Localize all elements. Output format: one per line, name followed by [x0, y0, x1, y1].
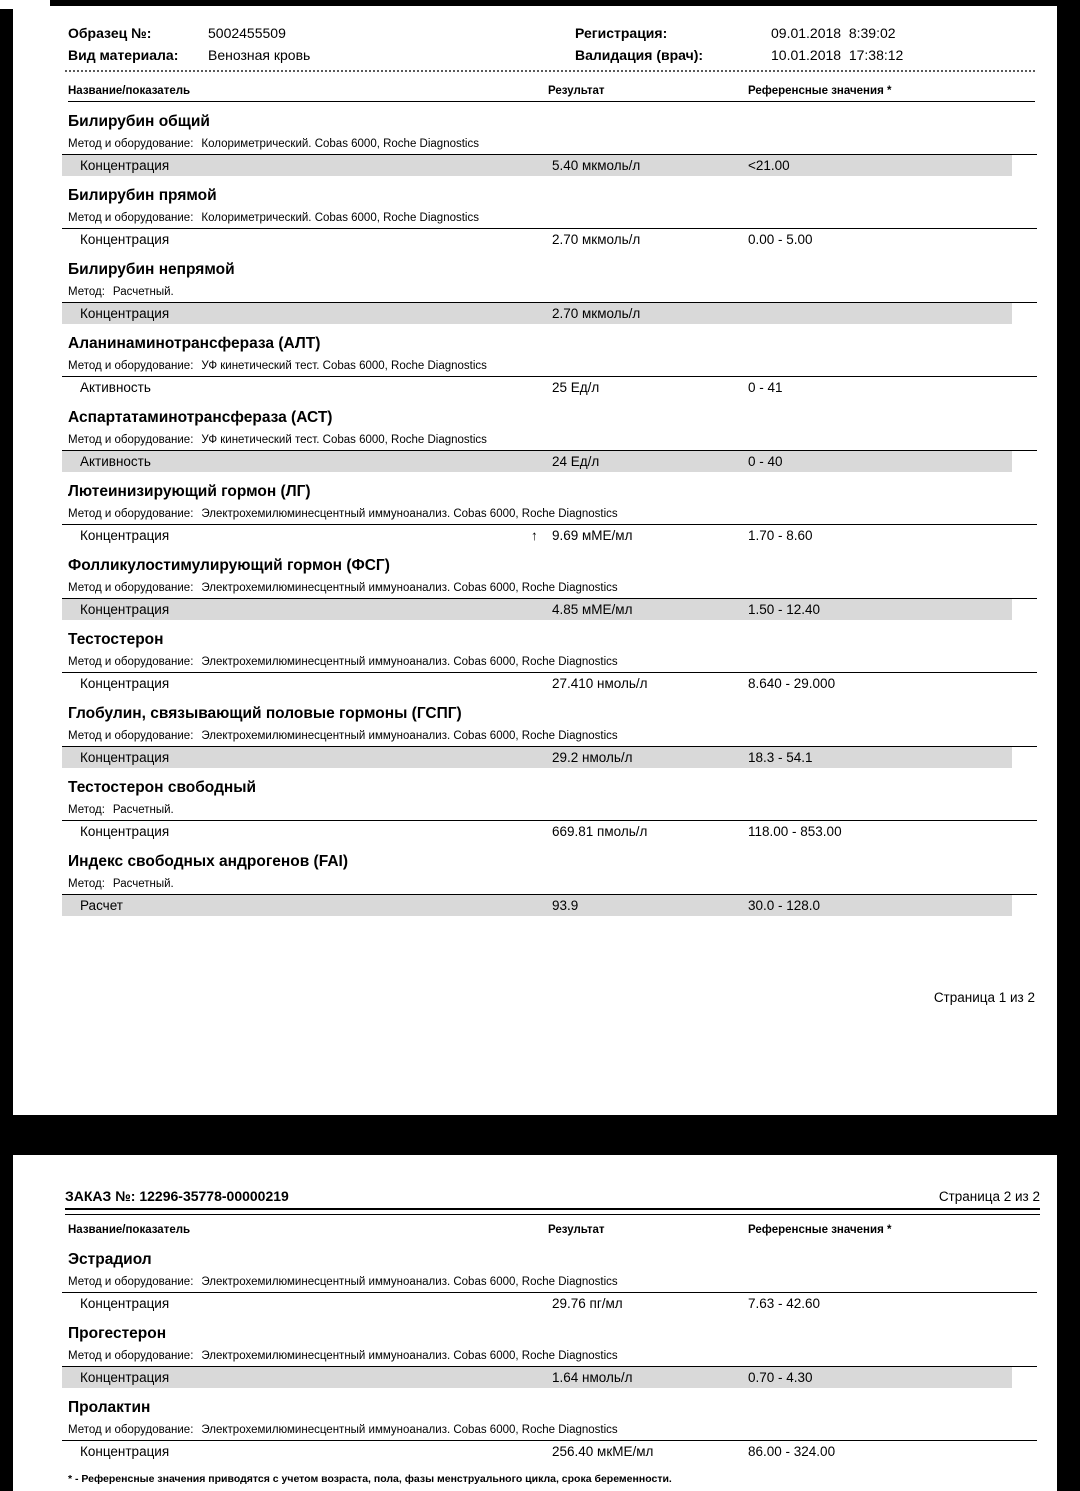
reference-value: 0.70 - 4.30	[748, 1370, 813, 1385]
test-method	[68, 359, 1057, 373]
result-value: 29.2 нмоль/л	[552, 750, 633, 765]
reference-value: 1.70 - 8.60	[748, 528, 813, 543]
sample-number-value: 5002455509	[208, 25, 286, 41]
test-title: Тестостерон	[68, 631, 164, 648]
method-label: Метод:	[68, 804, 105, 816]
result-row-label: Концентрация	[80, 1296, 170, 1311]
result-value: 29.76 пг/мл	[552, 1296, 623, 1311]
header-row	[68, 44, 1035, 66]
result-value: 256.40 мкМЕ/мл	[552, 1444, 654, 1459]
test-method	[68, 803, 1057, 817]
test-title: Билирубин непрямой	[68, 261, 235, 278]
method-value: Расчетный.	[112, 286, 174, 298]
test-section	[13, 482, 1057, 546]
reference-value: 1.50 - 12.40	[748, 602, 821, 617]
test-title: Билирубин общий	[68, 113, 210, 130]
test-method	[68, 1275, 1057, 1289]
method-value: Колориметрический. Cobas 6000, Roche Diagnostics	[201, 212, 479, 224]
method-label: Метод и оборудование:	[68, 360, 194, 372]
test-method	[68, 433, 1057, 447]
page-separator	[0, 1115, 1080, 1155]
result-row	[62, 229, 1012, 250]
test-method	[68, 285, 1057, 299]
column-name: Название/показатель	[68, 1224, 191, 1236]
test-title: Пролактин	[68, 1399, 151, 1416]
method-value: Электрохемилюминесцентный иммуноанализ. Cobas 6000, Roche Diagnostics	[201, 1350, 618, 1362]
test-method	[68, 1423, 1057, 1437]
test-section	[13, 778, 1057, 842]
report-page-2	[13, 1155, 1057, 1491]
reference-value: <21.00	[748, 158, 790, 173]
result-row	[62, 451, 1012, 472]
test-section	[13, 1398, 1057, 1462]
result-row-label: Концентрация	[80, 1444, 170, 1459]
result-value: 93.9	[552, 898, 579, 913]
test-section	[13, 408, 1057, 472]
test-section	[13, 704, 1057, 768]
test-method	[68, 655, 1057, 669]
reference-value: 118.00 - 853.00	[748, 824, 842, 839]
result-value: 1.64 нмоль/л	[552, 1370, 633, 1385]
result-row-label: Активность	[80, 454, 151, 469]
header-row	[68, 22, 1035, 44]
result-value: 4.85 мМЕ/мл	[552, 602, 633, 617]
result-row	[62, 155, 1012, 176]
scan-edge-right	[1057, 0, 1080, 1491]
test-method	[68, 507, 1057, 521]
result-row	[62, 1441, 1012, 1462]
result-row	[62, 303, 1012, 324]
test-method	[68, 211, 1057, 225]
test-title: Фолликулостимулирующий гормон (ФСГ)	[68, 557, 390, 574]
test-method	[68, 581, 1057, 595]
result-row-label: Концентрация	[80, 306, 170, 321]
test-section	[13, 630, 1057, 694]
method-label: Метод и оборудование:	[68, 730, 194, 742]
method-label: Метод и оборудование:	[68, 434, 194, 446]
result-row-label: Концентрация	[80, 232, 170, 247]
method-value: Электрохемилюминесцентный иммуноанализ. Cobas 6000, Roche Diagnostics	[201, 508, 618, 520]
test-method	[68, 1349, 1057, 1363]
test-title: Тестостерон свободный	[68, 779, 257, 796]
scan-edge-left	[0, 9, 13, 1491]
method-value: Электрохемилюминесцентный иммуноанализ. Cobas 6000, Roche Diagnostics	[201, 582, 618, 594]
result-row-label: Концентрация	[80, 528, 170, 543]
reference-value: 7.63 - 42.60	[748, 1296, 821, 1311]
test-method	[68, 729, 1057, 743]
result-row	[62, 599, 1012, 620]
order-number-label: ЗАКАЗ №: 12296-35778-00000219	[65, 1188, 289, 1204]
reference-value: 18.3 - 54.1	[748, 750, 813, 765]
test-title: Билирубин прямой	[68, 187, 217, 204]
result-row-label: Концентрация	[80, 1370, 170, 1385]
result-value: 2.70 мкмоль/л	[552, 232, 641, 247]
method-value: Расчетный.	[112, 878, 174, 890]
result-row	[62, 895, 1012, 916]
test-section	[13, 1324, 1057, 1388]
test-section	[13, 186, 1057, 250]
reference-value: 0 - 41	[748, 380, 783, 395]
column-headers	[68, 85, 1035, 102]
test-title: Аланинаминотрансфераза (АЛТ)	[68, 335, 321, 352]
method-value: УФ кинетический тест. Cobas 6000, Roche Diagnostics	[201, 360, 487, 372]
method-label: Метод и оборудование:	[68, 1276, 194, 1288]
result-row	[62, 525, 1012, 546]
method-value: Электрохемилюминесцентный иммуноанализ. Cobas 6000, Roche Diagnostics	[201, 1424, 618, 1436]
material-label: Вид материала:	[68, 47, 179, 63]
result-row-label: Концентрация	[80, 602, 170, 617]
method-value: Колориметрический. Cobas 6000, Roche Diagnostics	[201, 138, 479, 150]
method-label: Метод:	[68, 878, 105, 890]
column-reference: Референсные значения *	[748, 85, 892, 97]
result-row	[62, 747, 1012, 768]
test-title: Эстрадиол	[68, 1251, 152, 1268]
result-value: 25 Ед/л	[552, 380, 600, 395]
test-title: Аспартатаминотрансфераза (АСТ)	[68, 409, 333, 426]
column-reference: Референсные значения *	[748, 1224, 892, 1236]
test-title: Прогестерон	[68, 1325, 167, 1342]
result-row	[62, 673, 1012, 694]
method-value: Электрохемилюминесцентный иммуноанализ. Cobas 6000, Roche Diagnostics	[201, 1276, 618, 1288]
method-label: Метод:	[68, 286, 105, 298]
result-row-label: Концентрация	[80, 676, 170, 691]
method-label: Метод и оборудование:	[68, 212, 194, 224]
method-value: Расчетный.	[112, 804, 174, 816]
method-label: Метод и оборудование:	[68, 508, 194, 520]
result-row	[62, 821, 1012, 842]
test-method	[68, 877, 1057, 891]
method-label: Метод и оборудование:	[68, 138, 194, 150]
column-result: Результат	[548, 1224, 605, 1236]
column-headers	[68, 1224, 1035, 1240]
result-row-label: Концентрация	[80, 824, 170, 839]
test-section	[13, 1250, 1057, 1314]
column-result: Результат	[548, 85, 605, 97]
test-section	[13, 556, 1057, 620]
reference-footnote: * - Референсные значения приводятся с учетом возраста, пола, фазы менструального цикла, срока беременности.	[68, 1473, 672, 1485]
test-title: Глобулин, связывающий половые гормоны (ГСПГ)	[68, 705, 462, 722]
result-row	[62, 377, 1012, 398]
result-value: 27.410 нмоль/л	[552, 676, 648, 691]
method-value: Электрохемилюминесцентный иммуноанализ. Cobas 6000, Roche Diagnostics	[201, 730, 618, 742]
dotted-divider	[65, 70, 1035, 72]
order-divider	[65, 1208, 1040, 1215]
test-section	[13, 334, 1057, 398]
column-name: Название/показатель	[68, 85, 191, 97]
method-value: УФ кинетический тест. Cobas 6000, Roche Diagnostics	[201, 434, 487, 446]
registration-value: 09.01.2018 8:39:02	[771, 25, 896, 41]
reference-value: 0 - 40	[748, 454, 783, 469]
reference-value: 8.640 - 29.000	[748, 676, 836, 691]
result-value: 669.81 пмоль/л	[552, 824, 648, 839]
page-number-label: Страница 2 из 2	[938, 1189, 1040, 1204]
result-row-label: Расчет	[80, 898, 123, 913]
reference-value: 30.0 - 128.0	[748, 898, 821, 913]
validation-label: Валидация (врач):	[575, 47, 704, 63]
method-label: Метод и оборудование:	[68, 582, 194, 594]
result-row	[62, 1367, 1012, 1388]
result-row-label: Активность	[80, 380, 151, 395]
result-value: 24 Ед/л	[552, 454, 600, 469]
test-section	[13, 852, 1057, 916]
method-label: Метод и оборудование:	[68, 1350, 194, 1362]
validation-value: 10.01.2018 17:38:12	[771, 47, 904, 63]
result-value: 9.69 мМЕ/мл	[552, 528, 633, 543]
result-row-label: Концентрация	[80, 158, 170, 173]
test-section	[13, 260, 1057, 324]
order-header	[65, 1187, 1040, 1205]
method-value: Электрохемилюминесцентный иммуноанализ. Cobas 6000, Roche Diagnostics	[201, 656, 618, 668]
method-label: Метод и оборудование:	[68, 656, 194, 668]
reference-value: 0.00 - 5.00	[748, 232, 813, 247]
material-value: Венозная кровь	[208, 47, 311, 63]
up-arrow-icon: ↑	[531, 528, 538, 543]
registration-label: Регистрация:	[575, 25, 668, 41]
result-row-label: Концентрация	[80, 750, 170, 765]
report-header	[68, 6, 1035, 66]
page-number-label: Страница 1 из 2	[933, 990, 1035, 1005]
sample-number-label: Образец №:	[68, 25, 152, 41]
report-page-1	[13, 6, 1057, 1115]
result-row	[62, 1293, 1012, 1314]
result-value: 5.40 мкмоль/л	[552, 158, 641, 173]
test-method	[68, 137, 1057, 151]
method-label: Метод и оборудование:	[68, 1424, 194, 1436]
test-section	[13, 112, 1057, 176]
test-title: Лютеинизирующий гормон (ЛГ)	[68, 483, 311, 500]
reference-value: 86.00 - 324.00	[748, 1444, 836, 1459]
test-title: Индекс свободных андрогенов (FAI)	[68, 853, 348, 870]
result-value: 2.70 мкмоль/л	[552, 306, 641, 321]
